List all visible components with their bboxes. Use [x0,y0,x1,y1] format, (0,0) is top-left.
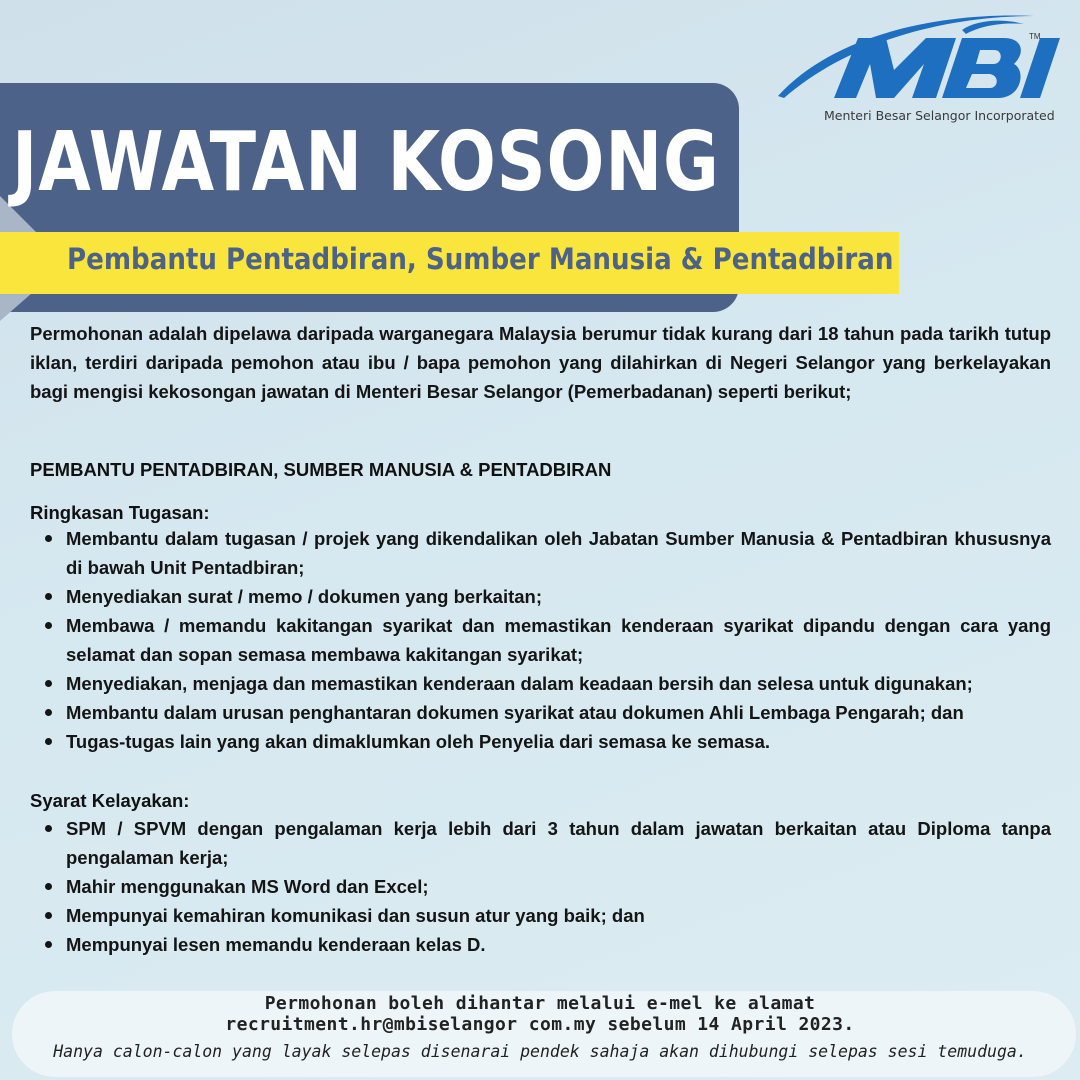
footer-email-deadline: recruitment.hr@mbiselangor com.my sebelum 14 April 2023. [225,1014,855,1035]
list-item: Membantu dalam tugasan / projek yang dikendalikan oleh Jabatan Sumber Manusia & Pentadbiran khususnya di bawah Unit Pentadbiran; [30,524,1051,582]
list-item: SPM / SPVM dengan pengalaman kerja lebih dari 3 tahun dalam jawatan berkaitan atau Diploma tanpa pengalaman kerja; [30,814,1051,872]
duties-list [30,524,1051,756]
duties-heading: Ringkasan Tugasan: [30,502,210,523]
list-item: Membantu dalam urusan penghantaran dokumen syarikat atau dokumen Ahli Lembaga Pengarah; dan [30,698,1051,727]
footer-application-line: Permohonan boleh dihantar melalui e-mel ke alamat [264,993,816,1014]
trademark-label: TM [1029,32,1041,41]
position-heading: PEMBANTU PENTADBIRAN, SUMBER MANUSIA & PENTADBIRAN [30,459,612,480]
list-item: Membawa / memandu kakitangan syarikat dan memastikan kenderaan syarikat dipandu dengan cara yang selamat dan sopan semasa membawa kakitangan syarikat; [30,611,1051,669]
list-item: Mempunyai kemahiran komunikasi dan susun atur yang baik; dan [30,901,1051,930]
list-item: Mempunyai lesen memandu kenderaan kelas D. [30,930,1051,959]
footer-note: Hanya calon-calon yang layak selepas disenarai pendek sahaja akan dihubungi selepas sesi temuduga. [53,1042,1027,1061]
list-item: Menyediakan surat / memo / dokumen yang berkaitan; [30,582,1051,611]
mbi-logo [776,12,1066,127]
logo-tagline: Menteri Besar Selangor Incorporated [824,108,1055,123]
position-subtitle: Pembantu Pentadbiran, Sumber Manusia & Pentadbiran [67,242,894,276]
requirements-list [30,814,1051,959]
list-item: Menyediakan, menjaga dan memastikan kenderaan dalam keadaan bersih dan selesa untuk digunakan; [30,669,1051,698]
list-item: Tugas-tugas lain yang akan dimaklumkan oleh Penyelia dari semasa ke semasa. [30,727,1051,756]
mbi-logo-mark [776,12,1066,112]
requirements-heading: Syarat Kelayakan: [30,790,190,811]
page-title: JAWATAN KOSONG [12,115,720,210]
intro-paragraph: Permohonan adalah dipelawa daripada warganegara Malaysia berumur tidak kurang dari 18 tahun pada tarikh tutup iklan, terdiri daripada pemohon atau ibu / bapa pemohon yang dilahirkan di Negeri Selangor yang berkelayakan bagi mengisi kekosongan jawatan di Menteri Besar Selangor (Pemerbadanan) seperti berikut; [30,323,1051,402]
list-item: Mahir menggunakan MS Word dan Excel; [30,872,1051,901]
